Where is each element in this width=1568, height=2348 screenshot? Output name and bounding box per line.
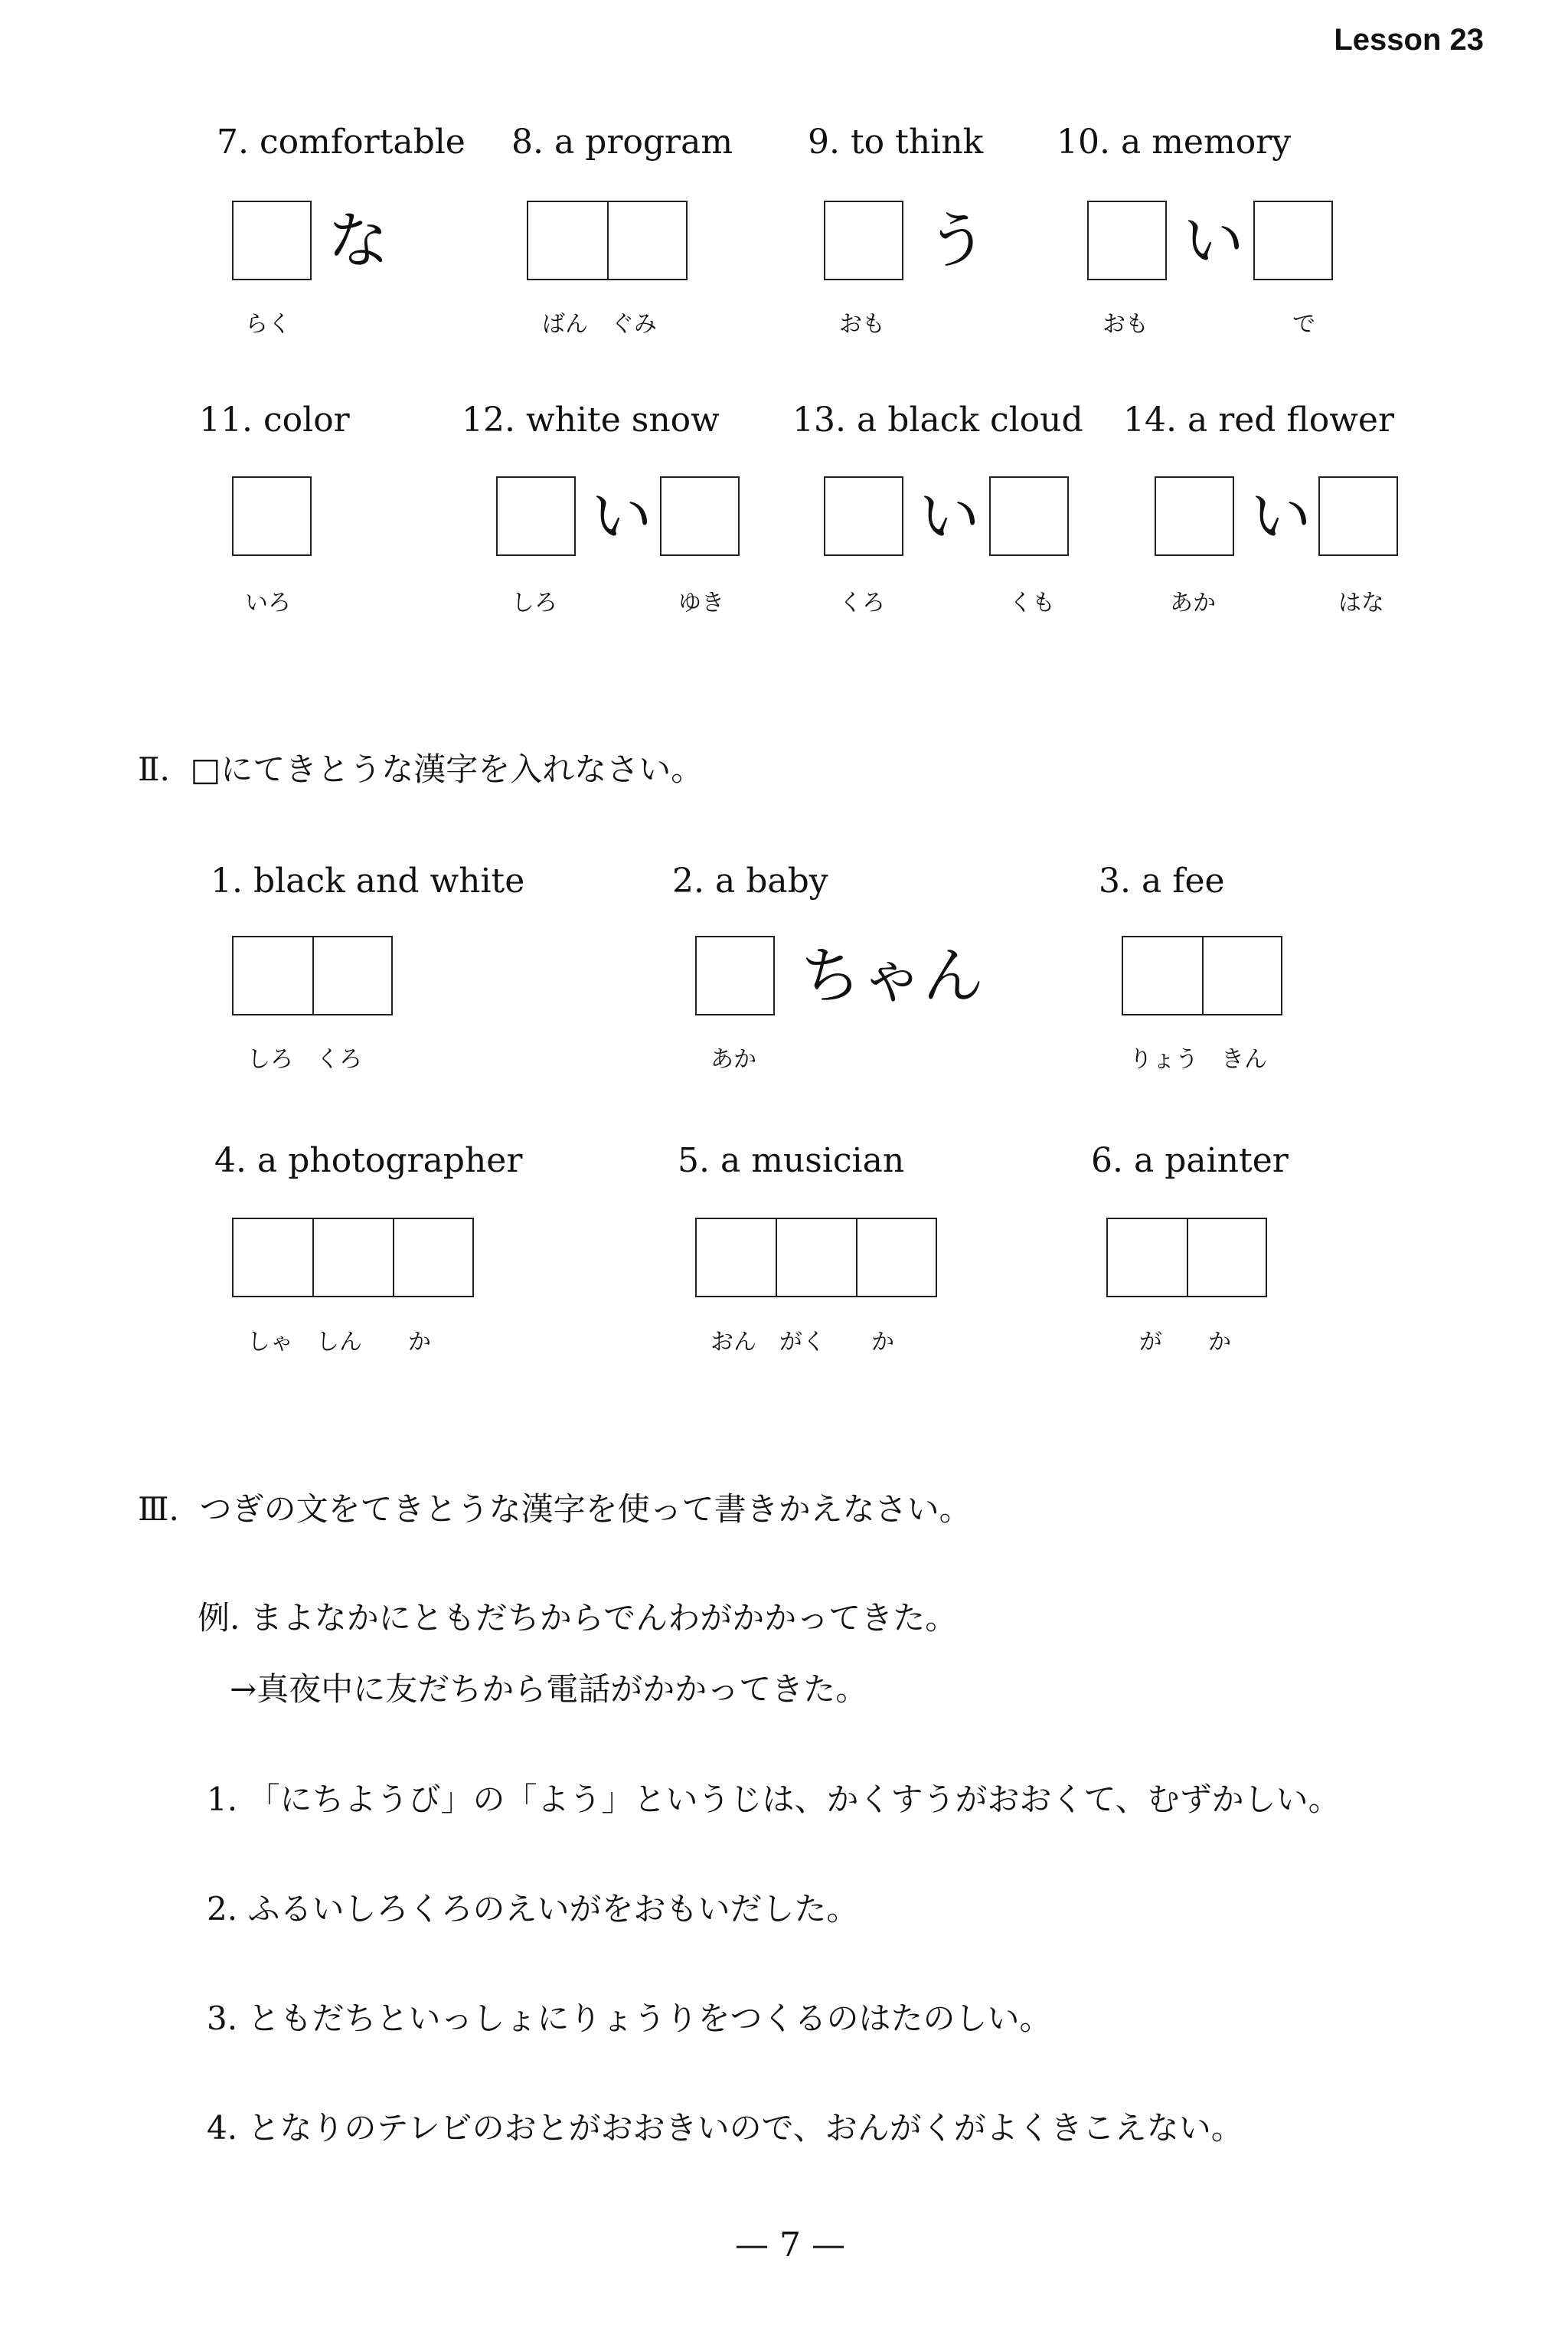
furigana: いろ — [245, 590, 291, 616]
exercise-sentence-3: 3. ともだちといっしょにりょうりをつくるのはたのしい。 — [207, 2000, 1052, 2037]
item-9-label: 9. to think — [808, 123, 984, 162]
furigana: あか — [710, 1046, 756, 1073]
answer-box[interactable] — [1122, 936, 1282, 1015]
s2-item-4-label: 4. a photographer — [214, 1141, 523, 1180]
section-2-heading: Ⅱ. □にてきとうな漢字を入れなさい。 — [138, 751, 704, 788]
s2-item-1-label: 1. black and white — [211, 862, 525, 901]
answer-box[interactable] — [695, 936, 775, 1015]
okurigana: ちゃん — [800, 940, 984, 1012]
answer-box[interactable] — [1253, 201, 1333, 280]
exercise-sentence-4: 4. となりのテレビのおとがおおきいので、おんがくがよくきこえない。 — [207, 2109, 1243, 2147]
item-10-label: 10. a memory — [1057, 123, 1292, 162]
example-answer: →真夜中に友だちから電話がかかってきた。 — [230, 1670, 868, 1708]
item-13-label: 13. a black cloud — [792, 401, 1083, 440]
furigana: はな — [1338, 590, 1384, 616]
furigana: ばん ぐみ — [542, 311, 657, 338]
furigana: あか — [1170, 590, 1216, 616]
answer-box[interactable] — [496, 476, 576, 556]
okurigana: い — [919, 481, 980, 552]
furigana: おも — [1102, 311, 1148, 338]
answer-box[interactable] — [232, 1218, 474, 1297]
okurigana: う — [926, 205, 988, 276]
furigana: おも — [839, 311, 885, 338]
page-number: — 7 — — [735, 2225, 845, 2265]
s2-item-3-label: 3. a fee — [1099, 862, 1225, 901]
item-11-label: 11. color — [199, 401, 350, 440]
answer-box[interactable] — [1106, 1218, 1267, 1297]
furigana: しろ くろ — [247, 1046, 362, 1073]
section-3-heading: Ⅲ. つぎの文をてきとうな漢字を使って書きかえなさい。 — [138, 1490, 972, 1528]
exercise-sentence-2: 2. ふるいしろくろのえいがをおもいだした。 — [207, 1890, 859, 1928]
answer-box[interactable] — [1155, 476, 1234, 556]
furigana: りょう きん — [1129, 1046, 1267, 1073]
item-12-label: 12. white snow — [462, 401, 720, 440]
furigana: しろ — [511, 590, 557, 616]
item-14-label: 14. a red flower — [1123, 401, 1394, 440]
answer-box[interactable] — [824, 476, 903, 556]
answer-box[interactable] — [695, 1218, 937, 1297]
answer-box[interactable] — [660, 476, 740, 556]
lesson-title: Lesson 23 — [1334, 23, 1484, 57]
furigana: おん がく か — [710, 1329, 894, 1355]
answer-box[interactable] — [1087, 201, 1167, 280]
answer-box[interactable] — [1318, 476, 1398, 556]
furigana: ゆき — [678, 590, 724, 616]
s2-item-2-label: 2. a baby — [672, 862, 828, 901]
example-question: 例. まよなかにともだちからでんわがかかってきた。 — [198, 1599, 958, 1637]
furigana: で — [1292, 311, 1315, 338]
item-8-label: 8. a program — [511, 123, 733, 162]
furigana: しゃ しん か — [247, 1329, 431, 1355]
furigana: らく — [245, 311, 291, 338]
okurigana: い — [1183, 205, 1244, 276]
answer-box[interactable] — [232, 476, 312, 556]
okurigana: な — [328, 205, 389, 276]
answer-box[interactable] — [824, 201, 903, 280]
s2-item-5-label: 5. a musician — [678, 1141, 905, 1180]
furigana: くも — [1009, 590, 1055, 616]
furigana: くろ — [839, 590, 885, 616]
answer-box[interactable] — [232, 201, 312, 280]
answer-box[interactable] — [989, 476, 1069, 556]
okurigana: い — [1250, 481, 1312, 552]
answer-box[interactable] — [232, 936, 393, 1015]
answer-box[interactable] — [527, 201, 688, 280]
okurigana: い — [591, 481, 652, 552]
s2-item-6-label: 6. a painter — [1091, 1141, 1289, 1180]
item-7-label: 7. comfortable — [217, 123, 466, 162]
furigana: が か — [1139, 1329, 1231, 1355]
exercise-sentence-1: 1. 「にちようび」の「よう」というじは、かくすうがおおくて、むずかしい。 — [207, 1781, 1341, 1818]
